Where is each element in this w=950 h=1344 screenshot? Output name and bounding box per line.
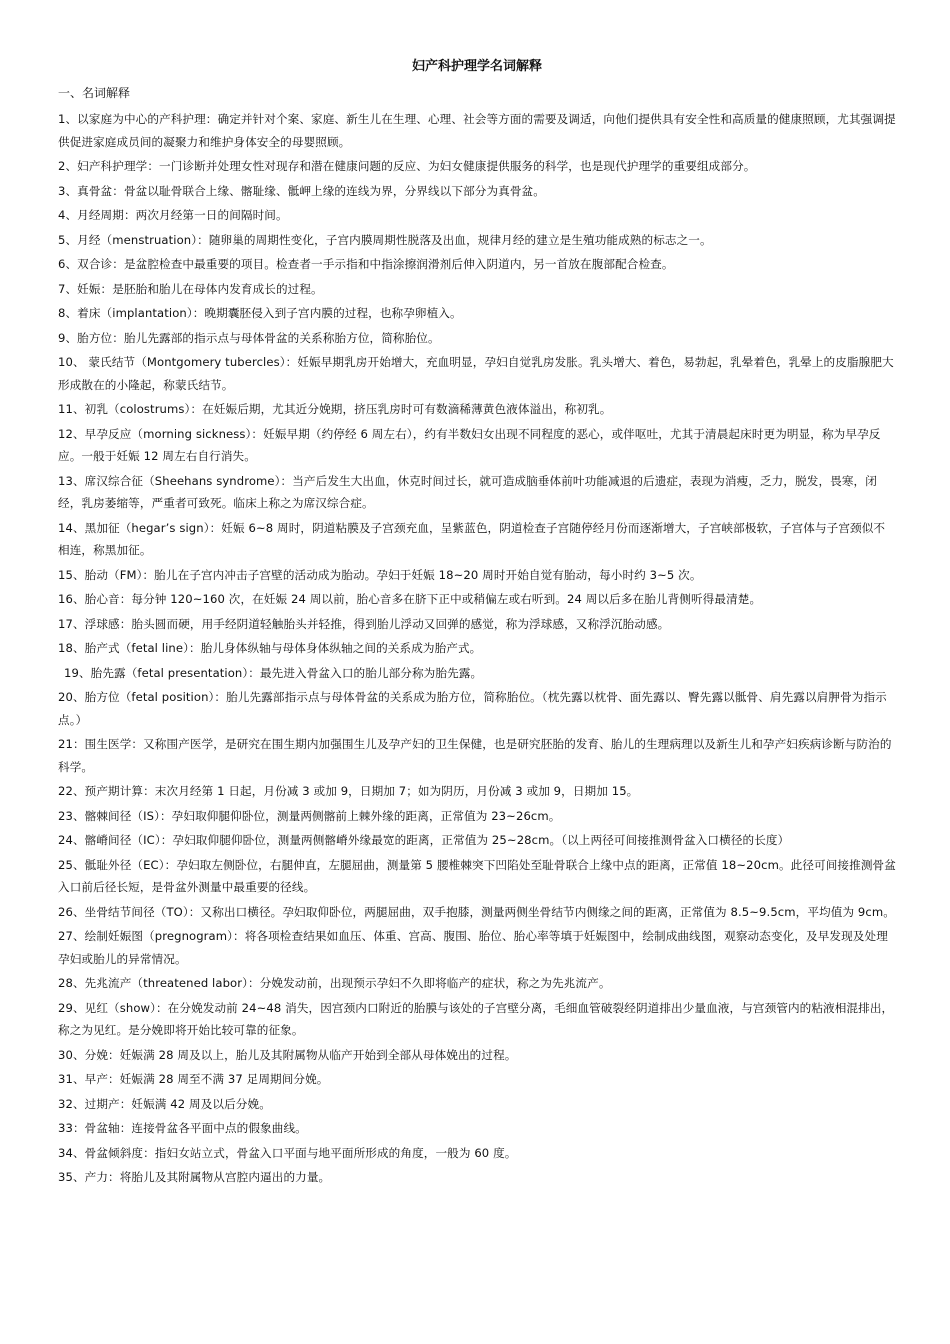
definition-item: 22、预产期计算：末次月经第 1 日起，月份减 3 或加 9，日期加 7；如为阴历，月份减 3 或加 9，日期加 15。 — [58, 784, 639, 798]
definition-item: 29、见红（show）：在分娩发动前 24~48 消失，因宫颈内口附近的胎膜与该处的子宫壁分离，毛细血管破裂经阴道排出少量血液，与宫颈管内的粘液相混排出，称之为见红。是分娩即将开始比较可靠的征象。 — [58, 1000, 894, 1037]
definition-item: 5、月经（menstruation）：随卵巢的周期性变化，子宫内膜周期性脱落及出血，规律月经的建立是生殖功能成熟的标志之一。 — [58, 232, 712, 247]
document-title: 妇产科护理学名词解释 — [411, 59, 542, 74]
section-heading: 一、名词解释 — [58, 86, 131, 100]
document-page — [58, 58, 896, 1191]
definition-item: 15、胎动（FM）：胎儿在子宫内冲击子宫壁的活动成为胎动。孕妇于妊娠 18~20 周时开始自觉有胎动，每小时约 3~5 次。 — [58, 567, 702, 582]
definition-list — [58, 108, 896, 1189]
definition-item: 23、髂棘间径（IS）：孕妇取仰腿仰卧位，测量两侧髂前上棘外缘的距离，正常值为 23~26cm。 — [58, 808, 561, 823]
definition-item: 18、胎产式（fetal line）：胎儿身体纵轴与母体身体纵轴之间的关系成为胎产式。 — [58, 641, 482, 655]
definition-item: 14、黑加征（hegar’s sign）：妊娠 6~8 周时，阴道粘膜及子宫颈充血，呈紫蓝色，阴道检查子宫随停经月份而逐渐增大，子宫峡部极软，子宫体与子宫颈似不相连，称黑加征。 — [58, 520, 886, 557]
definition-item: 24、髂嵴间径（IC）：孕妇取仰腿仰卧位，测量两侧髂嵴外缘最宽的距离，正常值为 25~28cm。（以上两径可间接推测骨盆入口横径的长度） — [58, 833, 790, 847]
definition-item: 35、产力：将胎儿及其附属物从宫腔内逼出的力量。 — [58, 1170, 331, 1184]
definition-item: 28、先兆流产（threatened labor）：分娩发动前，出现预示孕妇不久即将临产的症状，称之为先兆流产。 — [58, 976, 611, 990]
definition-item: 10、 蒙氏结节（Montgomery tubercles）：妊娠早期乳房开始增大，充血明显，孕妇自觉乳房发胀。乳头增大、着色，易勃起，乳晕着色，乳晕上的皮脂腺肥大形成散在的小隆起，称蒙氏结节。 — [58, 355, 894, 392]
definition-item: 13、席汉综合征（Sheehans syndrome）：当产后发生大出血，休克时间过长，就可造成脑垂体前叶功能减退的后遗症，表现为消瘦，乏力，脱发，畏寒，闭经，乳房萎缩等，严重者可致死。临床上称之为席汉综合症。 — [58, 473, 877, 510]
definition-item: 1、以家庭为中心的产科护理：确定并针对个案、家庭、新生儿在生理、心理、社会等方面的需要及调适，向他们提供具有安全性和高质量的健康照顾，尤其强调提供促进家庭成员间的凝聚力和维护身体安全的母婴照顾。 — [58, 112, 896, 149]
definition-item: 31、早产：妊娠满 28 周至不满 37 足周期间分娩。 — [58, 1072, 329, 1086]
definition-item: 33：骨盆轴：连接骨盆各平面中点的假象曲线。 — [58, 1121, 307, 1135]
definition-item: 25、骶耻外径（EC）：孕妇取左侧卧位，右腿伸直，左腿屈曲，测量第 5 腰椎棘突下凹陷处至耻骨联合上缘中点的距离，正常值 18~20cm。此径可间接推测骨盆入口前后径长短，是骨盆外测量中最重要的径线。 — [58, 857, 896, 894]
definition-item: 6、双合诊：是盆腔检查中最重要的项目。检查者一手示指和中指涂擦润滑剂后伸入阴道内，另一首放在腹部配合检查。 — [58, 257, 674, 271]
definition-item: 17、浮球感：胎头圆而硬，用手经阴道轻触胎头并轻推，得到胎儿浮动又回弹的感觉，称为浮球感，又称浮沉胎动感。 — [58, 616, 670, 631]
definition-item: 21：围生医学：又称围产医学，是研究在围生期内加强围生儿及孕产妇的卫生保健，也是研究胚胎的发育、胎儿的生理病理以及新生儿和孕产妇疾病诊断与防治的科学。 — [58, 737, 892, 774]
definition-item: 26、坐骨结节间径（TO）：又称出口横径。孕妇取仰卧位，两腿屈曲，双手抱膝，测量两侧坐骨结节内侧缘之间的距离，正常值为 8.5~9.5cm，平均值为 9cm。 — [58, 904, 895, 919]
definition-item: 2、妇产科护理学：一门诊断并处理女性对现存和潜在健康问题的反应、为妇女健康提供服务的科学，也是现代护理学的重要组成部分。 — [58, 159, 756, 173]
definition-item: 32、过期产：妊娠满 42 周及以后分娩。 — [58, 1096, 271, 1111]
definition-item: 19、胎先露（fetal presentation）：最先进入骨盆入口的胎儿部分称为胎先露。 — [64, 665, 483, 680]
definition-item: 30、分娩：妊娠满 28 周及以上，胎儿及其附属物从临产开始到全部从母体娩出的过程。 — [58, 1047, 517, 1062]
definition-item: 9、胎方位：胎儿先露部的指示点与母体骨盆的关系称胎方位，简称胎位。 — [58, 330, 440, 345]
definition-item: 16、胎心音：每分钟 120~160 次，在妊娠 24 周以前，胎心音多在脐下正中或稍偏左或右听到。24 周以后多在胎儿背侧听得最清楚。 — [58, 592, 762, 606]
definition-item: 7、妊娠：是胚胎和胎儿在母体内发育成长的过程。 — [58, 281, 323, 296]
definition-item: 20、胎方位（fetal position）：胎儿先露部指示点与母体骨盆的关系成为胎方位，简称胎位。（枕先露以枕骨、面先露以、臀先露以骶骨、肩先露以肩胛骨为指示点。） — [58, 690, 887, 727]
definition-item: 11、初乳（colostrums）：在妊娠后期，尤其近分娩期，挤压乳房时可有数滴稀薄黄色液体溢出，称初乳。 — [58, 402, 612, 416]
definition-item: 4、月经周期：两次月经第一日的间隔时间。 — [58, 208, 288, 222]
definition-item: 12、早孕反应（morning sickness）：妊娠早期（约停经 6 周左右），约有半数妇女出现不同程度的恶心，或伴呕吐，尤其于清晨起床时更为明显，称为早孕反应。一般于妊娠 12 周左右自行消失。 — [58, 426, 881, 463]
definition-item: 3、真骨盆：骨盆以耻骨联合上缘、髂耻缘、骶岬上缘的连线为界，分界线以下部分为真骨盆。 — [58, 183, 545, 198]
definition-item: 34、骨盆倾斜度：指妇女站立式，骨盆入口平面与地平面所形成的角度，一般为 60 度。 — [58, 1145, 517, 1160]
definition-item: 27、绘制妊娠图（pregnogram）：将各项检查结果如血压、体重、宫高、腹围、胎位、胎心率等填于妊娠图中，绘制成曲线图，观察动态变化，及早发现及处理孕妇或胎儿的异常情况。 — [58, 929, 888, 966]
definition-item: 8、着床（implantation）：晚期囊胚侵入到子宫内膜的过程，也称孕卵植入。 — [58, 306, 462, 320]
